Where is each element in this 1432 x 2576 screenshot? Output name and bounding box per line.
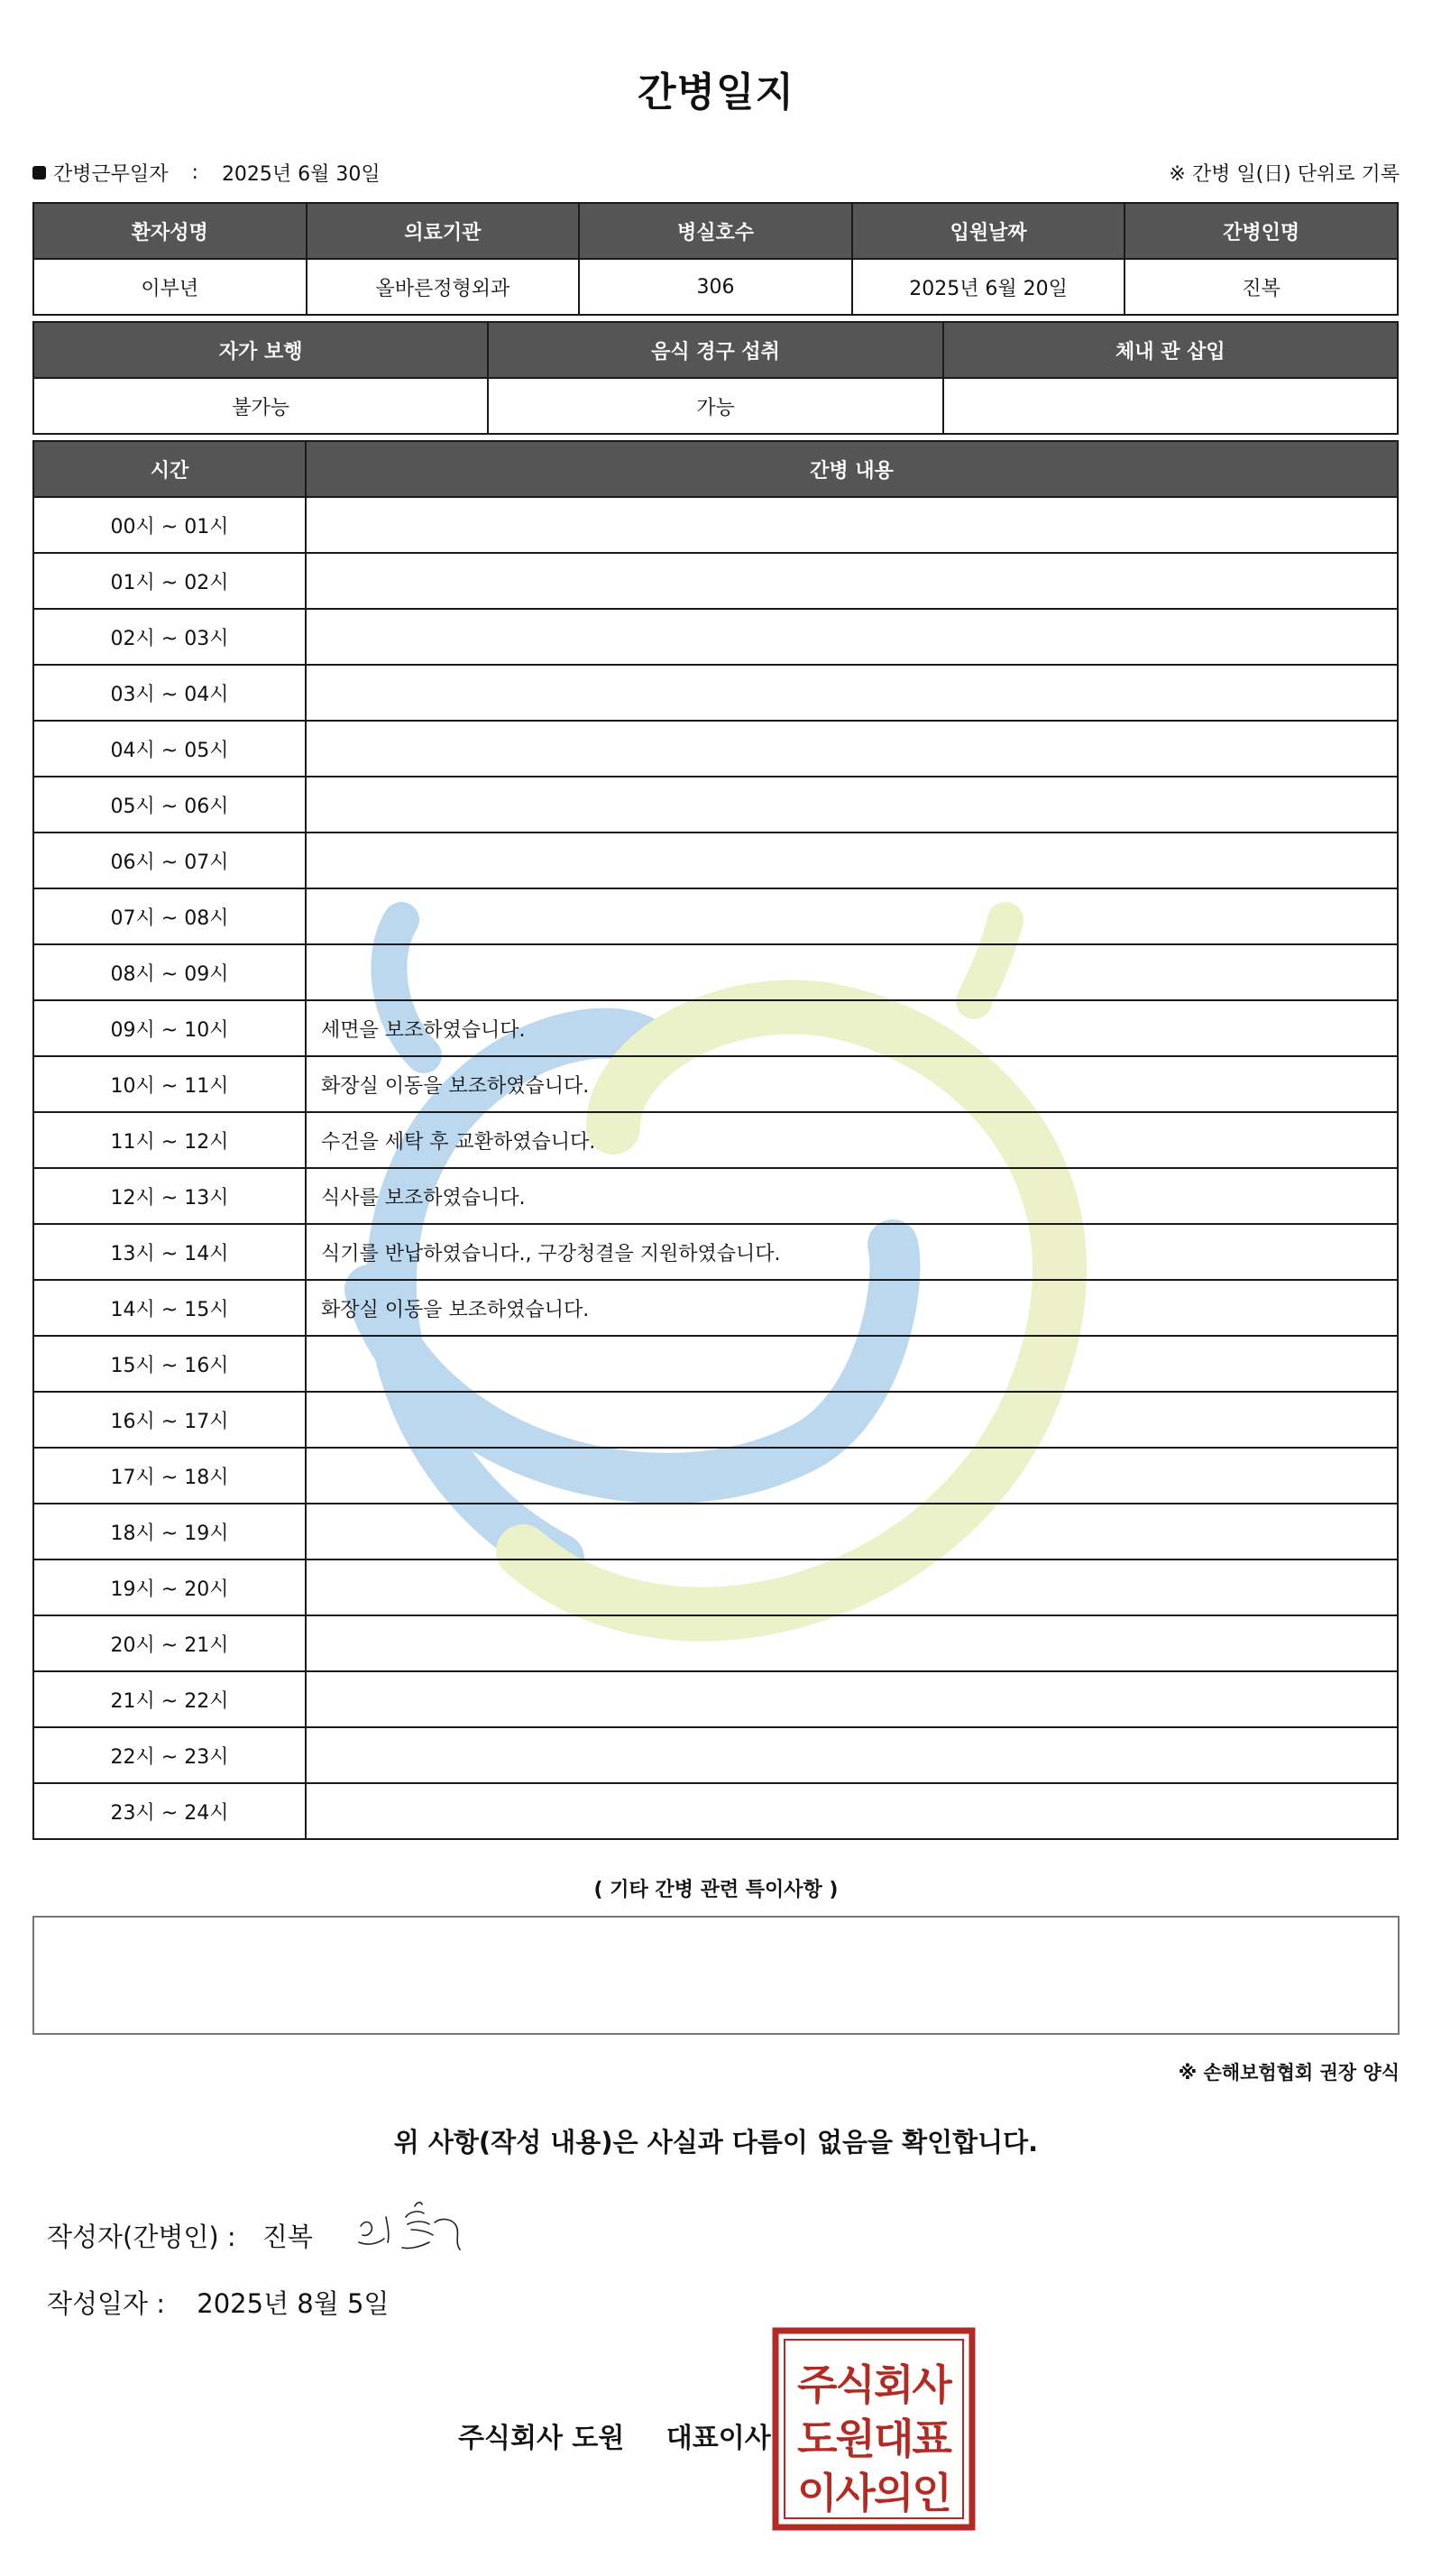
log-time: 14시 ~ 15시 [33,1280,306,1336]
log-content: 화장실 이동을 보조하였습니다. [306,1056,1398,1112]
log-content: 수건을 세탁 후 교환하였습니다. [306,1112,1398,1168]
header-caregiver-name: 간병인명 [1124,203,1398,259]
log-row [33,1448,1398,1504]
document-title: 간병일지 [637,69,794,115]
log-time: 07시 ~ 08시 [33,888,306,944]
log-row [33,1336,1398,1392]
log-content [306,833,1398,888]
writer-label: 작성자(간병인) : [47,2222,236,2252]
log-row [33,1559,1398,1615]
log-content: 식사를 보조하였습니다. [306,1168,1398,1224]
patient-info-table [32,202,1399,316]
patient-name: 이부년 [33,259,307,315]
log-content: 식기를 반납하였습니다., 구강청결을 지원하였습니다. [306,1224,1398,1280]
log-time: 06시 ~ 07시 [33,833,306,888]
log-content [306,665,1398,721]
log-time: 20시 ~ 21시 [33,1615,306,1671]
company-representative: 대표이사 [666,2423,771,2454]
log-time: 08시 ~ 09시 [33,944,306,1000]
header-admission-date: 입원날짜 [852,203,1125,259]
log-content: 세면을 보조하였습니다. [306,1000,1398,1056]
notes-box [32,1916,1400,2035]
unit-note: ※ 간병 일(日) 단위로 기록 [1169,162,1400,186]
log-content [306,777,1398,833]
log-row [33,1727,1398,1783]
log-row [33,833,1398,888]
log-time: 19시 ~ 20시 [33,1559,306,1615]
log-time: 01시 ~ 02시 [33,553,306,609]
log-row [33,1392,1398,1448]
admission-date: 2025년 6월 20일 [852,259,1125,315]
notes-title: ( 기타 간병 관련 특이사항 ) [593,1879,839,1901]
log-content [306,609,1398,665]
header-time: 시간 [33,441,306,497]
header-care-content: 간병 내용 [306,441,1398,497]
writer-row [47,2217,313,2254]
confirmation-statement: 위 사항(작성 내용)은 사실과 다름이 없음을 확인합니다. [393,2127,1039,2157]
log-row [33,1671,1398,1727]
log-content [306,1448,1398,1504]
log-time: 16시 ~ 17시 [33,1392,306,1448]
log-row [33,1224,1398,1280]
log-content [306,721,1398,777]
log-content [306,1615,1398,1671]
header-room-number: 병실호수 [579,203,852,259]
log-row [33,1168,1398,1224]
log-time: 00시 ~ 01시 [33,497,306,553]
header-patient-name: 환자성명 [33,203,307,259]
log-time: 13시 ~ 14시 [33,1224,306,1280]
log-time: 04시 ~ 05시 [33,721,306,777]
log-content [306,497,1398,553]
company-seal-icon [772,2327,976,2531]
signature-icon [352,2190,496,2271]
header-hospital: 의료기관 [307,203,580,259]
svg-text:이사의인: 이사의인 [797,2469,950,2517]
log-time: 21시 ~ 22시 [33,1671,306,1727]
care-log-table [32,440,1399,1840]
duty-date-label: 간병근무일자 [53,162,169,186]
log-time: 17시 ~ 18시 [33,1448,306,1504]
log-row [33,553,1398,609]
log-row [33,609,1398,665]
writer-name: 진복 [262,2222,313,2252]
tube-insertion-value [943,378,1398,434]
log-content [306,1392,1398,1448]
log-row [33,721,1398,777]
log-row [33,777,1398,833]
log-content [306,1336,1398,1392]
log-time: 03시 ~ 04시 [33,665,306,721]
log-row [33,888,1398,944]
self-walking-value: 불가능 [33,378,488,434]
write-date-label: 작성일자 : [47,2288,166,2319]
log-row [33,1112,1398,1168]
header-oral-intake: 음식 경구 섭취 [488,322,942,378]
oral-intake-value: 가능 [488,378,942,434]
log-time: 22시 ~ 23시 [33,1727,306,1783]
log-content [306,1727,1398,1783]
log-time: 23시 ~ 24시 [33,1783,306,1839]
bullet-square-icon [32,166,46,179]
header-self-walking: 자가 보행 [33,322,488,378]
log-content [306,1504,1398,1559]
svg-text:도원대표: 도원대표 [797,2415,950,2463]
svg-text:주식회사: 주식회사 [797,2360,950,2409]
company-signature-row [458,2415,771,2455]
log-time: 09시 ~ 10시 [33,1000,306,1056]
log-row [33,1000,1398,1056]
duty-date-row [32,159,1400,186]
log-row [33,497,1398,553]
log-content [306,1671,1398,1727]
log-content [306,1559,1398,1615]
room-number: 306 [579,259,852,315]
log-content [306,888,1398,944]
patient-status-table [32,321,1399,435]
company-name: 주식회사 도원 [458,2423,625,2454]
log-row [33,1504,1398,1559]
log-row [33,1280,1398,1336]
recommend-note: ※ 손해보험협회 권장 양식 [1178,2062,1400,2084]
log-time: 02시 ~ 03시 [33,609,306,665]
log-content: 화장실 이동을 보조하였습니다. [306,1280,1398,1336]
hospital-name: 올바른정형외과 [307,259,580,315]
log-time: 15시 ~ 16시 [33,1336,306,1392]
log-content [306,553,1398,609]
log-time: 05시 ~ 06시 [33,777,306,833]
duty-date-value: 2025년 6월 30일 [221,162,381,186]
log-time: 11시 ~ 12시 [33,1112,306,1168]
log-row [33,1615,1398,1671]
log-content [306,944,1398,1000]
write-date-value: 2025년 8월 5일 [197,2288,390,2319]
log-row [33,665,1398,721]
log-time: 10시 ~ 11시 [33,1056,306,1112]
log-row [33,1056,1398,1112]
log-content [306,1783,1398,1839]
duty-date-separator: : [191,161,198,184]
log-time: 12시 ~ 13시 [33,1168,306,1224]
caregiver-name: 진복 [1124,259,1398,315]
header-tube-insertion: 체내 관 삽입 [943,322,1398,378]
log-row [33,944,1398,1000]
log-time: 18시 ~ 19시 [33,1504,306,1559]
log-row [33,1783,1398,1839]
write-date-row [47,2284,389,2321]
